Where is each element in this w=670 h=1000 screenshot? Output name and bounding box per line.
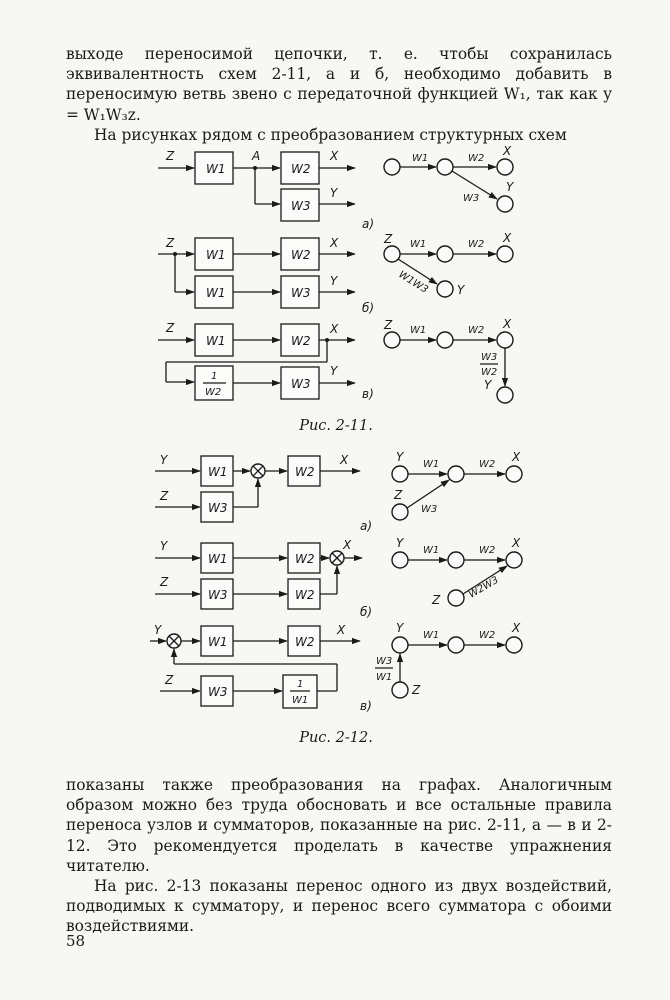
graph-w2-label: W2 [479,459,496,470]
graph-w3-label: W3 [421,504,438,515]
block-w2-label: W2 [291,334,311,348]
fig-2-12-a-diagram [155,453,360,522]
block-inverse-den: W2 [205,387,222,398]
block-w2-label: W2 [295,635,315,649]
graph-x-label: X [503,231,512,245]
signal-z-label: Z [160,575,169,589]
graph-w2-label: W2 [468,239,485,250]
graph-node [384,159,400,175]
panel-v-label: в) [362,387,374,401]
signal-y-label: Y [330,364,338,378]
graph-frac-den: W1 [376,672,393,683]
figure-caption-2-11: Рис. 2-11. [299,418,373,434]
fig-2-11-a-diagram [158,149,355,221]
block-w3-label: W3 [208,501,228,515]
graph-x-label: X [503,317,512,331]
panel-a-label: а) [360,519,373,533]
block-w3-label: W3 [208,588,228,602]
signal-z-label: Z [166,321,175,335]
graph-w1-label: W1 [423,545,440,556]
bottom-paragraphs [66,775,612,937]
graph-w2-label: W2 [468,325,485,336]
paragraph-graphs: показаны также преобразования на графах. Аналогичным образом можно без труда обосновать и все остальные правила переноса узлов и сумматоров, показанные на рис. 2-11, a — в и 2-12. Это рекомендуется проделать в качестве упражнения читателю. [66,776,612,875]
signal-x-label: X [340,453,349,467]
graph-frac-den: W2 [481,367,498,378]
block-w1-label: W1 [206,162,226,176]
signal-y-label: Y [154,623,162,637]
block-inverse-num: 1 [211,371,218,382]
graph-w1-label: W1 [423,459,440,470]
graph-node [497,159,513,175]
fig-2-12-v-graph [360,621,522,713]
signal-y-label: Y [330,186,338,200]
graph-w3-label: W3 [463,193,480,204]
graph-x-label: X [503,144,512,158]
graph-frac-num: W3 [376,656,393,667]
block-w1-label: W1 [206,334,226,348]
block-inverse-den: W1 [292,695,309,706]
signal-z-label: Z [166,236,175,250]
graph-w1-label: W1 [423,630,440,641]
page-number: 58 [66,932,86,950]
graph-y-label: Y [396,621,404,635]
fig-2-12-b-graph [360,536,522,619]
graph-z-label: Z [432,593,441,607]
graph-x-label: X [512,450,521,464]
paragraph-fig-2-13: На рис. 2-13 показаны перенос одного из двух воздействий, подводимых к сумматору, и перенос всего сумматора с обоими воздействиями. [66,877,612,936]
fig-2-11-b-diagram [158,236,355,308]
fig-2-12-v-diagram [150,623,360,708]
block-w3-label: W3 [291,199,311,213]
signal-y-label: Y [330,274,338,288]
fig-2-11-a-graph [362,144,515,231]
graph-z-label: Z [394,488,403,502]
graph-w1-label: W1 [410,325,427,336]
fig-2-11-v-graph [362,317,513,403]
signal-x-label: X [337,623,346,637]
fig-2-11-v-diagram [158,321,355,400]
graph-x-label: X [512,536,521,550]
graph-z-label: Z [384,232,393,246]
block-w2-label: W2 [291,248,311,262]
paragraph-figures-intro: На рисунках рядом с преобразованием структурных схем [94,125,567,144]
paragraph-continuation: выходе переносимой цепочки, т. е. чтобы сохранилась эквивалентность схем 2-11, a и б, необходимо добавить в переносимую ветвь звено с передаточной функцией W₁, так как y = W₁W₃z. [66,45,612,124]
block-w1-label: W1 [208,552,228,566]
graph-node [437,159,453,175]
graph-y-label: Y [396,536,404,550]
graph-w1-label: W1 [410,239,427,250]
graph-w2w3-label: W2W3 [467,574,501,601]
graph-w2-label: W2 [468,153,485,164]
block-w2-label: W2 [295,588,315,602]
signal-x-label: X [330,149,339,163]
fig-2-12-a-graph [360,450,522,533]
panel-b-label: б) [360,605,373,619]
block-w3-label: W3 [208,685,228,699]
panel-v-label: в) [360,699,372,713]
graph-x-label: X [512,621,521,635]
block-w1-label: W1 [206,286,226,300]
graph-frac-num: W3 [481,352,498,363]
block-w2-label: W2 [295,465,315,479]
signal-z-label: Z [166,149,175,163]
block-w1-label: W1 [208,465,228,479]
signal-x-label: X [343,538,352,552]
fig-2-11-b-graph [362,231,513,315]
graph-w1w3-label: W1W3 [396,269,430,296]
graph-y-label: Y [506,180,514,194]
graph-w2-label: W2 [479,545,496,556]
signal-x-label: X [330,322,339,336]
graph-z-label: Z [384,318,393,332]
graph-y-label: Y [396,450,404,464]
signal-z-label: Z [165,673,174,687]
figure-caption-2-12: Рис. 2-12. [299,730,373,746]
fig-2-11 [158,144,515,403]
block-w2-label: W2 [291,162,311,176]
graph-w2-label: W2 [479,630,496,641]
fig-2-12 [150,450,522,713]
panel-a-label: а) [362,217,375,231]
graph-y-label: Y [457,283,465,297]
signal-x-label: X [330,236,339,250]
graph-node [497,196,513,212]
graph-y-label: Y [484,378,492,392]
block-w2-label: W2 [295,552,315,566]
block-w1-label: W1 [206,248,226,262]
signal-y-label: Y [160,453,168,467]
signal-z-label: Z [160,489,169,503]
signal-y-label: Y [160,539,168,553]
block-w1-label: W1 [208,635,228,649]
block-inverse-num: 1 [297,679,304,690]
node-a-label: A [252,149,261,163]
block-w3-label: W3 [291,377,311,391]
block-w3-label: W3 [291,286,311,300]
panel-b-label: б) [362,301,375,315]
graph-z-label: Z [412,683,421,697]
fig-2-12-b-diagram [155,538,362,609]
graph-w1-label: W1 [412,153,429,164]
